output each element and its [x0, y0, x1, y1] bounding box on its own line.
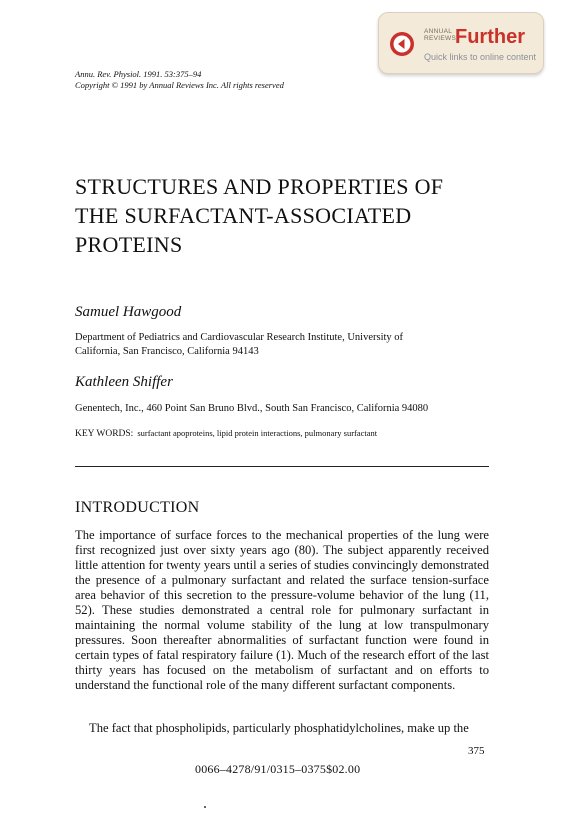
affiliation-1-line-2: California, San Francisco, California 94143 — [75, 346, 259, 357]
section-divider — [75, 466, 489, 467]
keywords — [75, 428, 377, 439]
author-name-1: Samuel Hawgood — [75, 304, 182, 320]
author-affiliation-1 — [75, 331, 495, 359]
annual-reviews-label: ANNUAL REVIEWS — [424, 28, 457, 42]
page-number: 375 — [468, 745, 485, 757]
affiliation-2-line-1: Genentech, Inc., 460 Point San Bruno Blvd., South San Francisco, California 94080 — [75, 403, 429, 414]
further-label: Further — [455, 26, 525, 48]
keywords-label: KEY WORDS: — [75, 429, 134, 439]
footer-code: 0066–4278/91/0315–0375$02.00 — [195, 762, 361, 776]
title-line-2: THE SURFACTANT-ASSOCIATED — [75, 203, 412, 228]
section-heading: INTRODUCTION — [75, 499, 200, 516]
journal-citation — [75, 69, 284, 91]
article-title — [75, 172, 515, 259]
annual-reviews-further-banner[interactable] — [378, 12, 544, 74]
author-affiliation-2 — [75, 402, 515, 416]
citation-line-1: Annu. Rev. Physiol. 1991. 53:375–94 — [75, 69, 202, 79]
title-line-1: STRUCTURES AND PROPERTIES OF — [75, 174, 444, 199]
affiliation-1-line-1: Department of Pediatrics and Cardiovascular Research Institute, University of — [75, 332, 404, 343]
keywords-list: surfactant apoproteins, lipid protein interactions, pulmonary surfactant — [137, 428, 378, 438]
author-name-2: Kathleen Shiffer — [75, 374, 173, 390]
citation-line-2: Copyright © 1991 by Annual Reviews Inc. All rights reserved — [75, 80, 284, 90]
scan-speck — [204, 806, 206, 808]
play-back-icon — [389, 31, 415, 57]
banner-subtitle: Quick links to online content — [424, 52, 537, 62]
body-paragraph-1: The importance of surface forces to the mechanical properties of the lung were first recognized just over sixty years ago (80). The subject apparently received little attention for twenty years until a series of studies convincingly demonstrated the presence of a pulmonary surfactant and related the surface tension-surface area behavior of this secretion to the pressure-volume behavior of the lung (11, 52). These studies demonstrated a central role for pulmonary surfactant in maintaining the normal volume stability of the lung at low transpulmonary pressures. Soon thereafter abnormalities of surfactant function were found in certain types of fatal respiratory failure (1). Much of the research effort of the last thirty years has focused on the metabolism of surfactant and on efforts to understand the functional role of the many different surfactant components. — [75, 528, 489, 692]
body-paragraph-2: The fact that phospholipids, particularly phosphatidylcholines, make up the — [89, 721, 469, 735]
title-line-3: PROTEINS — [75, 232, 183, 257]
